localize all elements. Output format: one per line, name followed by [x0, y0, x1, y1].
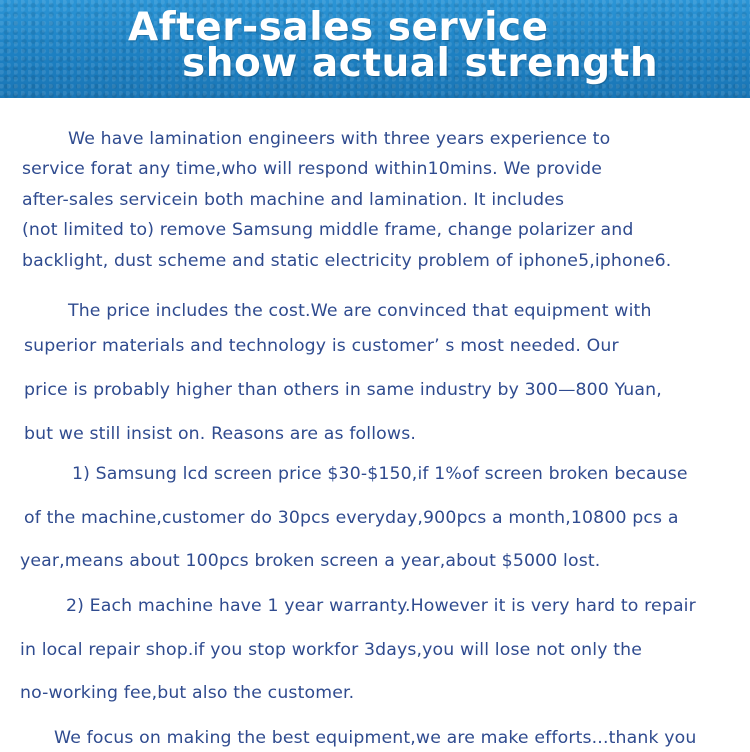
- paragraph-1-line-4: (not limited to) remove Samsung middle frame, change polarizer and: [22, 220, 634, 240]
- paragraph-2-line-4: but we still insist on. Reasons are as follows.: [24, 424, 416, 444]
- reason-1-line-3: year,means about 100pcs broken screen a year,about $5000 lost.: [20, 551, 601, 571]
- paragraph-1-line-5: backlight, dust scheme and static electricity problem of iphone5,iphone6.: [22, 251, 672, 271]
- banner-title-line-1: After-sales service: [128, 5, 549, 50]
- closing-line: We focus on making the best equipment,we are make efforts...thank you: [54, 728, 697, 748]
- paragraph-1-line-1: We have lamination engineers with three years experience to: [68, 129, 611, 149]
- reason-1-line-2: of the machine,customer do 30pcs everyday,900pcs a month,10800 pcs a: [24, 508, 679, 528]
- reason-2-line-3: no-working fee,but also the customer.: [20, 683, 355, 703]
- reason-2-line-1: 2) Each machine have 1 year warranty.However it is very hard to repair: [66, 596, 696, 616]
- reason-1-line-1: 1) Samsung lcd screen price $30-$150,if 1%of screen broken because: [72, 464, 688, 484]
- paragraph-2-line-2: superior materials and technology is customer’ s most needed. Our: [24, 336, 619, 356]
- reason-2-line-2: in local repair shop.if you stop workfor 3days,you will lose not only the: [20, 640, 643, 660]
- paragraph-1-line-2: service forat any time,who will respond within10mins. We provide: [22, 159, 602, 179]
- paragraph-2-line-1: The price includes the cost.We are convinced that equipment with: [68, 301, 652, 321]
- banner-title-line-2: show actual strength: [182, 41, 659, 86]
- paragraph-1-line-3: after-sales servicein both machine and lamination. It includes: [22, 190, 565, 210]
- paragraph-2-line-3: price is probably higher than others in same industry by 300—800 Yuan,: [24, 380, 662, 400]
